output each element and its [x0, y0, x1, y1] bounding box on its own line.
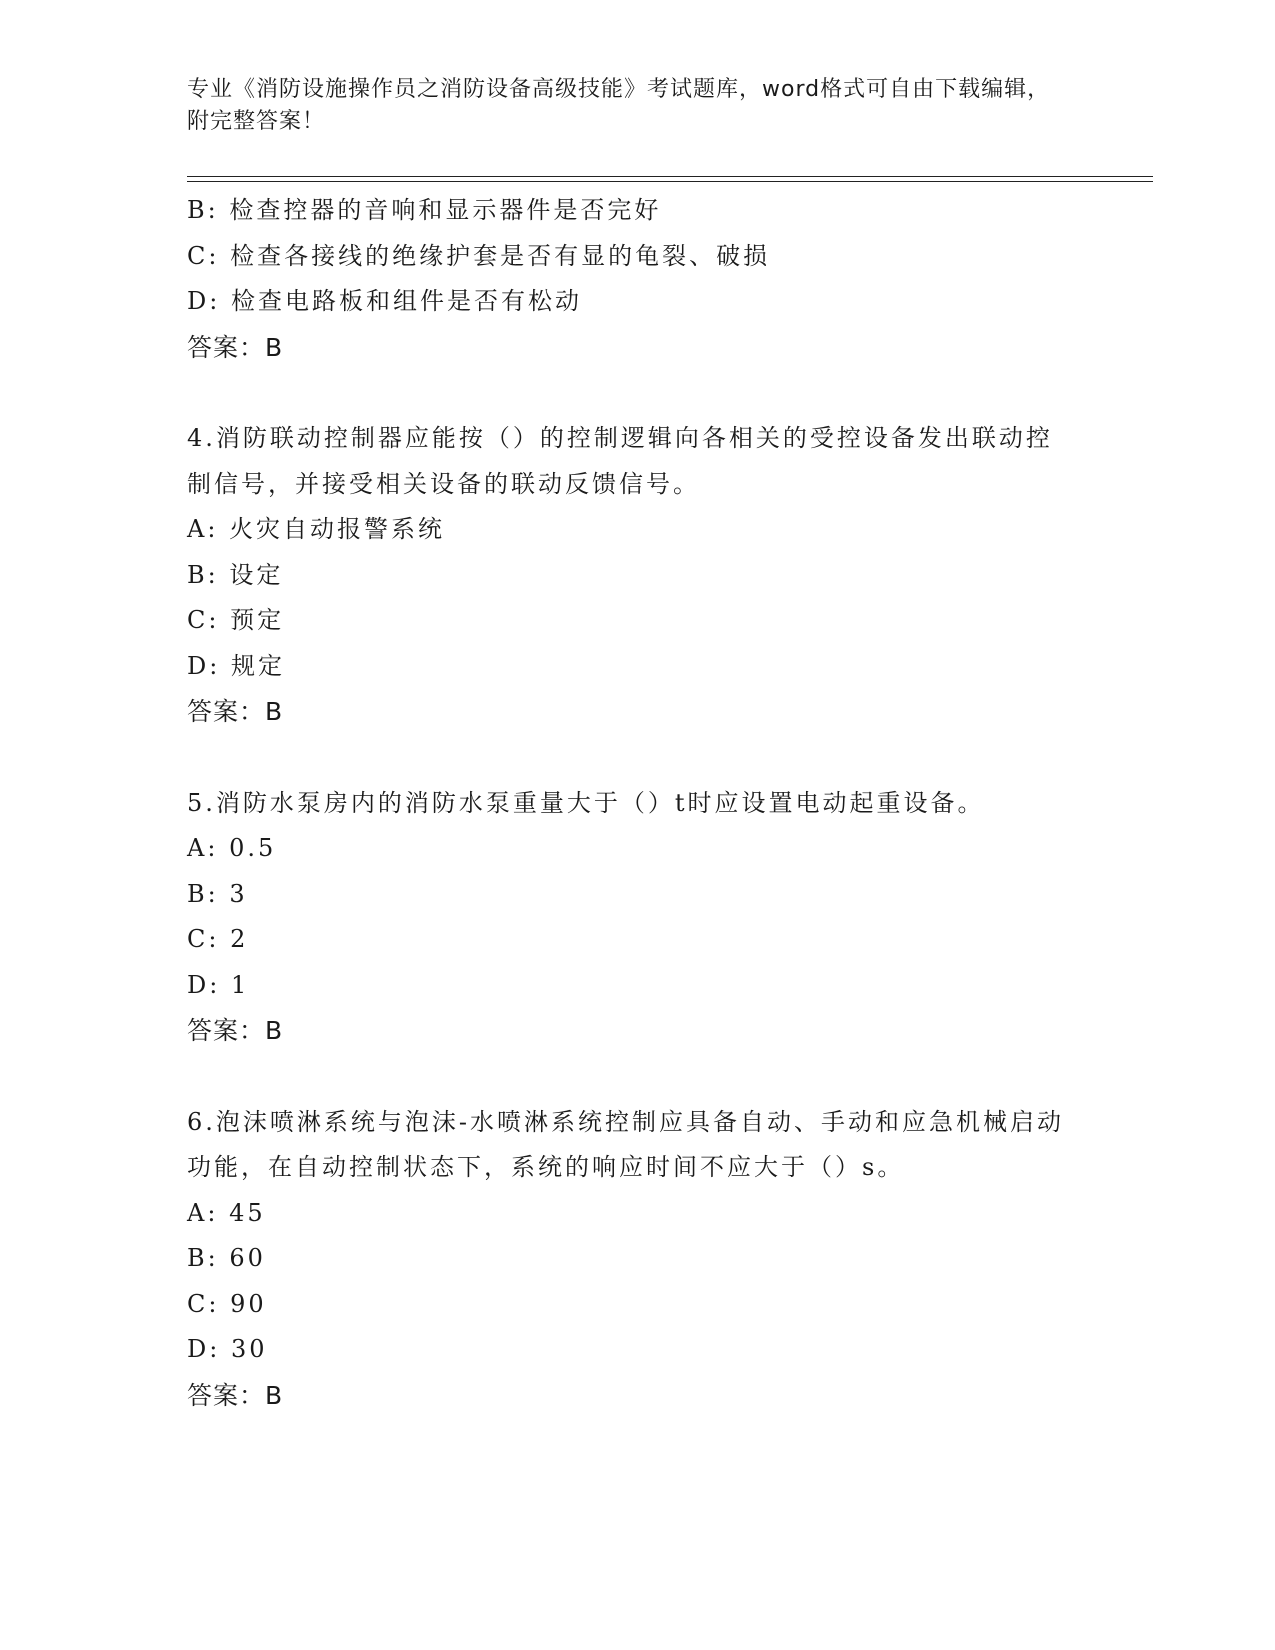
option-b: B: 检查控器的音响和显示器件是否完好 — [187, 196, 662, 224]
option-a: A: 45 — [187, 1198, 266, 1227]
question-6: 6.泡沫喷淋系统与泡沫-水喷淋系统控制应具备自动、手动和应急机械启动功能，在自动控制状态下，系统的响应时间不应大于（）s。 — [187, 1107, 1065, 1181]
option-a: A: 0.5 — [187, 834, 277, 862]
header-divider-top — [187, 176, 1153, 177]
option-b: B: 3 — [187, 879, 248, 908]
option-a: A: 火灾自动报警系统 — [187, 515, 446, 543]
question-5: 5.消防水泵房内的消防水泵重量大于（）t时应设置电动起重设备。 — [187, 788, 985, 817]
answer-line: 答案：B — [187, 697, 284, 726]
option-c: C: 检查各接线的绝缘护套是否有显的龟裂、破损 — [187, 241, 771, 270]
option-c: C: 2 — [187, 925, 249, 953]
option-d: D: 检查电路板和组件是否有松动 — [187, 287, 582, 315]
answer-line: 答案：B — [187, 1380, 284, 1410]
document-header: 专业《消防设施操作员之消防设备高级技能》考试题库，word格式可自由下载编辑，附完整答案！ — [187, 77, 1051, 134]
option-c: C: 90 — [187, 1289, 267, 1318]
answer-line: 答案：B — [187, 1016, 284, 1045]
option-d: D: 规定 — [187, 651, 285, 680]
answer-line: 答案：B — [187, 332, 284, 362]
question-4: 4.消防联动控制器应能按（）的控制逻辑向各相关的受控设备发出联动控制信号，并接受相关设备的联动反馈信号。 — [187, 424, 1053, 498]
option-d: D: 30 — [187, 1335, 268, 1363]
option-b: B: 设定 — [187, 560, 284, 589]
question-content — [187, 188, 1087, 1418]
option-d: D: 1 — [187, 970, 250, 999]
option-b: B: 60 — [187, 1244, 266, 1272]
option-c: C: 预定 — [187, 606, 285, 634]
header-divider-bottom — [187, 181, 1153, 182]
